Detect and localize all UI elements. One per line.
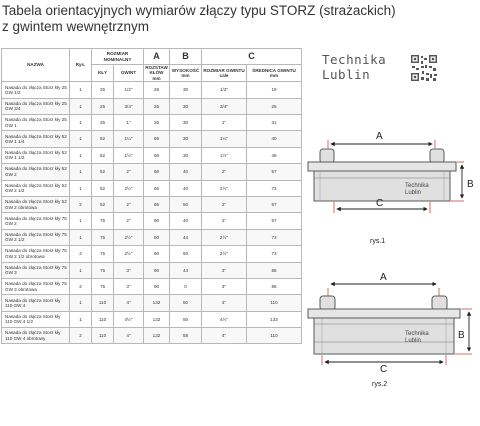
cell-rozstaw: 26 xyxy=(144,98,170,114)
cell-srednica-gwintu: 110 xyxy=(247,295,302,311)
cell-rozmiar-gwintu: 1¼" xyxy=(202,131,247,147)
cell-rozstaw: 66 xyxy=(144,180,170,196)
cell-wysokosc: 50 xyxy=(170,311,202,327)
cell-gwint: 4" xyxy=(114,295,144,311)
label-c-rys-1: C xyxy=(376,198,384,209)
cell-nazwa: Nasada do złącza Storz kły 25 GW 1 xyxy=(2,115,70,131)
cell-wysokosc: 40 xyxy=(170,213,202,229)
cell-wysokosc: 50 xyxy=(170,295,202,311)
cell-kly: 75 xyxy=(92,246,114,262)
cell-rozmiar-gwintu: 3" xyxy=(202,278,247,294)
cell-srednica-gwintu: 73 xyxy=(247,229,302,245)
cell-kly: 25 xyxy=(92,82,114,98)
cell-kly: 75 xyxy=(92,213,114,229)
cell-rozstaw: 26 xyxy=(144,115,170,131)
cell-nazwa: Nasada do złącza Storz kły 25 GW 1/2 xyxy=(2,82,70,98)
cell-kly: 25 xyxy=(92,115,114,131)
cell-srednica-gwintu: 73 xyxy=(247,180,302,196)
cell-gwint: 2½" xyxy=(114,180,144,196)
logo-line-2: Lublin xyxy=(322,67,371,82)
cell-gwint: 1/2" xyxy=(114,82,144,98)
cell-srednica-gwintu: 123 xyxy=(247,311,302,327)
cell-wysokosc: 30 xyxy=(170,98,202,114)
cell-gwint: 1½" xyxy=(114,147,144,163)
table-row xyxy=(2,98,302,114)
cell-nazwa: Nasada do złącza Storz kły 75 GW 2 1/2 obrotowa xyxy=(2,246,70,262)
cell-rys: 1 xyxy=(70,82,92,98)
cell-srednica-gwintu: 57 xyxy=(247,196,302,212)
header-nazwa: NAZWA xyxy=(2,49,70,82)
cell-gwint: 1" xyxy=(114,115,144,131)
header-kly: KŁY xyxy=(92,65,114,82)
cell-srednica-gwintu: 57 xyxy=(247,213,302,229)
cell-rozstaw: 132 xyxy=(144,328,170,344)
cell-rys: 1 xyxy=(70,115,92,131)
cell-srednica-gwintu: 73 xyxy=(247,246,302,262)
cell-rys: 2 xyxy=(70,246,92,262)
cell-rys: 2 xyxy=(70,278,92,294)
cell-rozstaw: 66 xyxy=(144,164,170,180)
dimension-a-rys-1 xyxy=(328,131,435,148)
label-b-rys-1: B xyxy=(467,179,474,190)
cell-rozmiar-gwintu: 2½'' xyxy=(202,180,247,196)
cell-rozmiar-gwintu: 2" xyxy=(202,196,247,212)
table-row xyxy=(2,115,302,131)
cell-gwint: 3" xyxy=(114,278,144,294)
header-a: A xyxy=(144,49,170,65)
cell-nazwa: Nasada do złącza Storz kły 75 GW 2 xyxy=(2,213,70,229)
table-row xyxy=(2,295,302,311)
cell-srednica-gwintu: 40 xyxy=(247,131,302,147)
drawing-rys-2 xyxy=(300,272,480,422)
cell-nazwa: Nasada do złącza Storz kły 52 GW 1 1/2 xyxy=(2,147,70,163)
cell-kly: 75 xyxy=(92,278,114,294)
technika-lublin-logo xyxy=(322,52,442,88)
cell-srednica-gwintu: 57 xyxy=(247,164,302,180)
caption-rys-2: rys.2 xyxy=(372,381,388,388)
table-row xyxy=(2,328,302,344)
cell-rys: 1 xyxy=(70,213,92,229)
cell-gwint: 4½" xyxy=(114,311,144,327)
cell-rys: 2 xyxy=(70,196,92,212)
cell-wysokosc: 50 xyxy=(170,246,202,262)
header-c: C xyxy=(202,49,302,65)
label-c-rys-2: C xyxy=(380,364,388,375)
cell-rozmiar-gwintu: 4" xyxy=(202,328,247,344)
cell-wysokosc: 58 xyxy=(170,328,202,344)
cell-rozstaw: 66 xyxy=(144,196,170,212)
cell-rozmiar-gwintu: 4½'' xyxy=(202,311,247,327)
header-srednica-gwintu: ŚREDNICA GWINTU mm xyxy=(247,65,302,82)
cell-srednica-gwintu: 25 xyxy=(247,98,302,114)
stamp-line-2-rys-2: Lublin xyxy=(405,338,422,344)
cell-wysokosc: 30 xyxy=(170,147,202,163)
cell-kly: 52 xyxy=(92,131,114,147)
drawing-rys-1 xyxy=(300,118,480,288)
table-row xyxy=(2,164,302,180)
cell-rozmiar-gwintu: 2½'' xyxy=(202,229,247,245)
cell-kly: 52 xyxy=(92,164,114,180)
caption-rys-1: rys.1 xyxy=(370,238,386,245)
cell-rozmiar-gwintu: 3" xyxy=(202,262,247,278)
cell-gwint: 2½" xyxy=(114,246,144,262)
cell-rozmiar-gwintu: 1" xyxy=(202,115,247,131)
cell-wysokosc: 30 xyxy=(170,131,202,147)
cell-kly: 110 xyxy=(92,311,114,327)
cell-wysokosc: 44 xyxy=(170,262,202,278)
cell-rozmiar-gwintu: 1/2" xyxy=(202,82,247,98)
cell-srednica-gwintu: 31 xyxy=(247,115,302,131)
cell-rys: 1 xyxy=(70,229,92,245)
dimensions-table xyxy=(1,48,302,344)
table-row xyxy=(2,180,302,196)
cell-rozstaw: 90 xyxy=(144,213,170,229)
cell-rys: 1 xyxy=(70,262,92,278)
cell-nazwa: Nasada do złącza Storz kły 52 GW 2 xyxy=(2,164,70,180)
cell-gwint: 4" xyxy=(114,328,144,344)
label-b-rys-2: B xyxy=(458,330,465,341)
cell-rozstaw: 90 xyxy=(144,262,170,278)
cell-wysokosc: 30 xyxy=(170,82,202,98)
cell-nazwa: Nasada do złącza Storz kły 110 GW 4 1/2 xyxy=(2,311,70,327)
header-rozmiar-nominalny: ROZMIAR NOMINALNY xyxy=(92,49,144,65)
cell-nazwa: Nasada do złącza Storz kły 52 GW 2 1/2 xyxy=(2,180,70,196)
cell-rys: 1 xyxy=(70,311,92,327)
cell-rozstaw: 26 xyxy=(144,82,170,98)
cell-nazwa: Nasada do złącza Storz kły 25 GW 3/4 xyxy=(2,98,70,114)
label-a-rys-2: A xyxy=(380,272,387,283)
header-b: B xyxy=(170,49,202,65)
cell-gwint: 2" xyxy=(114,164,144,180)
title-line-2: z gwintem wewnętrznym xyxy=(2,19,150,34)
table-row xyxy=(2,229,302,245)
cell-nazwa: Nasada do złącza Storz kły 110 GW 4 obrotowy xyxy=(2,328,70,344)
cell-rys: 1 xyxy=(70,98,92,114)
qr-code-icon xyxy=(410,54,438,82)
cell-kly: 52 xyxy=(92,180,114,196)
cell-rys: 1 xyxy=(70,131,92,147)
cell-kly: 25 xyxy=(92,98,114,114)
table-row xyxy=(2,82,302,98)
cell-rozstaw: 132 xyxy=(144,311,170,327)
cell-wysokosc: 0 xyxy=(170,278,202,294)
dimension-a-rys-2 xyxy=(328,272,439,296)
cell-rys: 1 xyxy=(70,147,92,163)
cell-srednica-gwintu: 19 xyxy=(247,82,302,98)
cell-gwint: 1¼" xyxy=(114,131,144,147)
table-row xyxy=(2,278,302,294)
table-row xyxy=(2,131,302,147)
cell-kly: 110 xyxy=(92,295,114,311)
table-row xyxy=(2,196,302,212)
cell-gwint: 2" xyxy=(114,196,144,212)
cell-rozstaw: 66 xyxy=(144,147,170,163)
logo-line-1: Technika xyxy=(322,52,387,67)
cell-rys: 1 xyxy=(70,295,92,311)
header-gwint: GWINT xyxy=(114,65,144,82)
cell-srednica-gwintu: 110 xyxy=(247,328,302,344)
cell-rozstaw: 66 xyxy=(144,131,170,147)
cell-gwint: 3/4" xyxy=(114,98,144,114)
cell-wysokosc: 44 xyxy=(170,229,202,245)
table-row xyxy=(2,213,302,229)
header-rys: Rys. xyxy=(70,49,92,82)
table-row xyxy=(2,246,302,262)
cell-wysokosc: 40 xyxy=(170,164,202,180)
cell-rozmiar-gwintu: 4" xyxy=(202,295,247,311)
stamp-line-1-rys-1: Technika xyxy=(405,183,429,189)
cell-kly: 52 xyxy=(92,147,114,163)
cell-nazwa: Nasada do złącza Storz kły 75 GW 3 xyxy=(2,262,70,278)
stamp-line-1-rys-2: Technika xyxy=(405,331,429,337)
cell-rozmiar-gwintu: 2" xyxy=(202,164,247,180)
cell-rozmiar-gwintu: 2" xyxy=(202,213,247,229)
coupling-body-rys-1 xyxy=(308,149,456,201)
cell-rozstaw: 90 xyxy=(144,278,170,294)
cell-srednica-gwintu: 86 xyxy=(247,278,302,294)
dimension-c-rys-2 xyxy=(322,355,446,375)
header-wysokosc: WYSOKOŚĆ mm xyxy=(170,65,202,82)
cell-kly: 110 xyxy=(92,328,114,344)
coupling-body-rys-2 xyxy=(308,296,460,354)
cell-wysokosc: 50 xyxy=(170,196,202,212)
cell-rozmiar-gwintu: 3/4" xyxy=(202,98,247,114)
cell-rys: 1 xyxy=(70,164,92,180)
cell-srednica-gwintu: 86 xyxy=(247,262,302,278)
cell-gwint: 2" xyxy=(114,213,144,229)
header-rozstaw-klow: ROZSTAW KŁÓW mm xyxy=(145,65,168,81)
cell-rozstaw: 90 xyxy=(144,246,170,262)
cell-rozstaw: 132 xyxy=(144,295,170,311)
cell-nazwa: Nasada do złącza Storz kły 75 GW 3 obrotowa xyxy=(2,278,70,294)
table-row xyxy=(2,311,302,327)
cell-rys: 1 xyxy=(70,180,92,196)
title-line-1: Tabela orientacyjnych wymiarów złączy typu STORZ (strażackich) xyxy=(2,3,396,18)
cell-nazwa: Nasada do złącza Storz kły 75 GW 2 1/2 xyxy=(2,229,70,245)
cell-rozmiar-gwintu: 1½" xyxy=(202,147,247,163)
cell-nazwa: Nasada do złącza Storz kły 110 GW 4 xyxy=(2,295,70,311)
cell-wysokosc: 40 xyxy=(170,180,202,196)
stamp-line-2-rys-1: Lublin xyxy=(405,190,422,196)
cell-kly: 75 xyxy=(92,262,114,278)
cell-kly: 75 xyxy=(92,229,114,245)
label-a-rys-1: A xyxy=(376,131,383,142)
cell-kly: 52 xyxy=(92,196,114,212)
cell-nazwa: Nasada do złącza Storz kły 52 GW 1 1/4 xyxy=(2,131,70,147)
cell-gwint: 2½" xyxy=(114,229,144,245)
cell-gwint: 3" xyxy=(114,262,144,278)
cell-srednica-gwintu: 45 xyxy=(247,147,302,163)
cell-rys: 2 xyxy=(70,328,92,344)
cell-rozstaw: 90 xyxy=(144,229,170,245)
page-title xyxy=(2,3,422,35)
table-row xyxy=(2,262,302,278)
table-row xyxy=(2,147,302,163)
cell-rozmiar-gwintu: 2½'' xyxy=(202,246,247,262)
header-rozmiar-gwintu: ROZMIAR GWINTU cale xyxy=(202,65,247,82)
cell-wysokosc: 30 xyxy=(170,115,202,131)
cell-nazwa: Nasada do złącza Storz kły 52 GW 2 obrotowa xyxy=(2,196,70,212)
